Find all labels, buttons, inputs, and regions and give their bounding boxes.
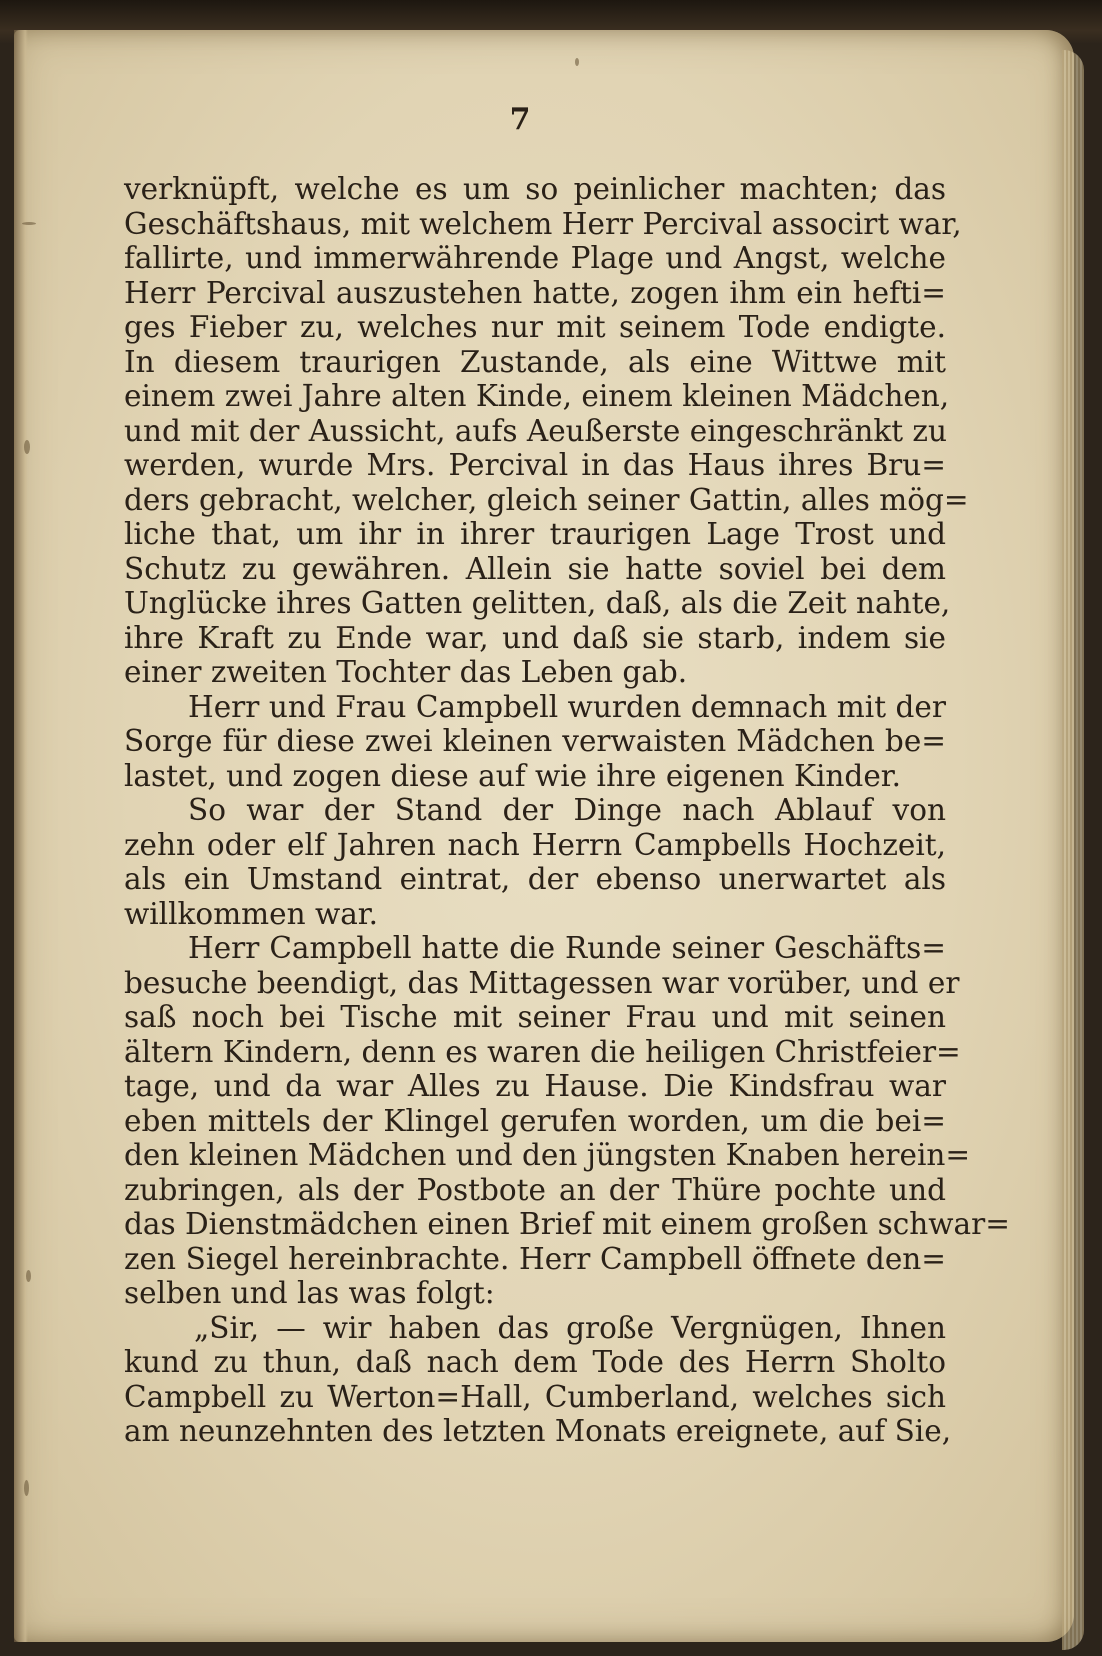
- text-line: Campbell zu Werton=Hall, Cumberland, welches sich: [124, 1379, 946, 1414]
- paper-speck: [24, 440, 30, 454]
- text-line: den kleinen Mädchen und den jüngsten Knaben herein=: [124, 1138, 971, 1172]
- text-line: ihre Kraft zu Ende war, und daß sie starb, indem sie: [124, 620, 946, 655]
- text-line: Unglücke ihres Gatten gelitten, daß, als die Zeit nahte,: [124, 586, 951, 620]
- paper-speck: [24, 1480, 29, 1496]
- text-line: Schutz zu gewähren. Allein sie hatte soviel bei dem: [124, 551, 946, 586]
- text-line: ges Fieber zu, welches nur mit seinem Tode endigte.: [124, 310, 946, 344]
- text-line: am neunzehnten des letzten Monats ereignete, auf Sie,: [124, 1414, 952, 1448]
- paper-speck: [575, 58, 579, 66]
- text-line: besuche beendigt, das Mittagessen war vorüber, und er: [124, 965, 960, 1000]
- text-line: verknüpft, welche es um so peinlicher machten; das: [124, 172, 946, 206]
- text-line: zubringen, als der Postbote an der Thüre pochte und: [124, 1172, 946, 1207]
- text-line: einer zweiten Tochter das Leben gab.: [124, 655, 688, 689]
- paper-speck: [26, 1270, 31, 1282]
- text-line: liche that, um ihr in ihrer traurigen Lage Trost und: [124, 517, 946, 551]
- text-line: selben und las was folgt:: [124, 1276, 495, 1310]
- text-line: saß noch bei Tische mit seiner Frau und mit seinen: [124, 1000, 946, 1034]
- body-text: [124, 172, 1010, 1449]
- text-line: willkommen war.: [124, 896, 379, 931]
- text-line: Herr und Frau Campbell wurden demnach mit der: [188, 689, 946, 724]
- text-line: ältern Kindern, denn es waren die heiligen Christfeier=: [124, 1034, 961, 1069]
- text-line: Geschäftshaus, mit welchem Herr Percival associrt war,: [124, 206, 962, 241]
- text-line: zen Siegel hereinbrachte. Herr Campbell öffnete den=: [124, 1241, 946, 1276]
- page-edges: [1062, 50, 1084, 1650]
- text-line: Herr Percival auszustehen hatte, zogen ihm ein hefti=: [124, 275, 946, 310]
- text-line: und mit der Aussicht, aufs Aeußerste eingeschränkt zu: [124, 413, 947, 448]
- page-gutter: [14, 30, 28, 1642]
- text-line: ders gebracht, welcher, gleich seiner Gattin, alles mög=: [124, 482, 969, 517]
- text-line: kund zu thun, daß nach dem Tode des Herrn Sholto: [124, 1345, 946, 1379]
- text-line: In diesem traurigen Zustande, als eine Wittwe mit: [124, 344, 946, 379]
- text-line: „Sir, — wir haben das große Vergnügen, Ihnen: [194, 1310, 946, 1345]
- text-line: als ein Umstand eintrat, der ebenso unerwartet als: [124, 862, 946, 896]
- paper-speck: [22, 222, 36, 225]
- text-line: eben mittels der Klingel gerufen worden, um die bei=: [124, 1103, 946, 1138]
- text-line: lastet, und zogen diese auf wie ihre eigenen Kinder.: [124, 758, 902, 793]
- text-line: Sorge für diese zwei kleinen verwaisten Mädchen be=: [124, 724, 946, 758]
- text-line: werden, wurde Mrs. Percival in das Haus ihres Bru=: [124, 448, 946, 482]
- text-line: fallirte, und immerwährende Plage und Angst, welche: [124, 241, 946, 275]
- text-line: tage, und da war Alles zu Hause. Die Kindsfrau war: [124, 1069, 946, 1103]
- text-line: einem zwei Jahre alten Kinde, einem kleinen Mädchen,: [124, 379, 950, 413]
- text-line: Herr Campbell hatte die Runde seiner Geschäfts=: [188, 931, 946, 965]
- text-line: zehn oder elf Jahren nach Herrn Campbells Hochzeit,: [124, 827, 946, 862]
- text-line: das Dienstmädchen einen Brief mit einem großen schwar=: [124, 1207, 1010, 1241]
- text-line: So war der Stand der Dinge nach Ablauf von: [188, 793, 946, 827]
- page-number: 7: [509, 102, 531, 137]
